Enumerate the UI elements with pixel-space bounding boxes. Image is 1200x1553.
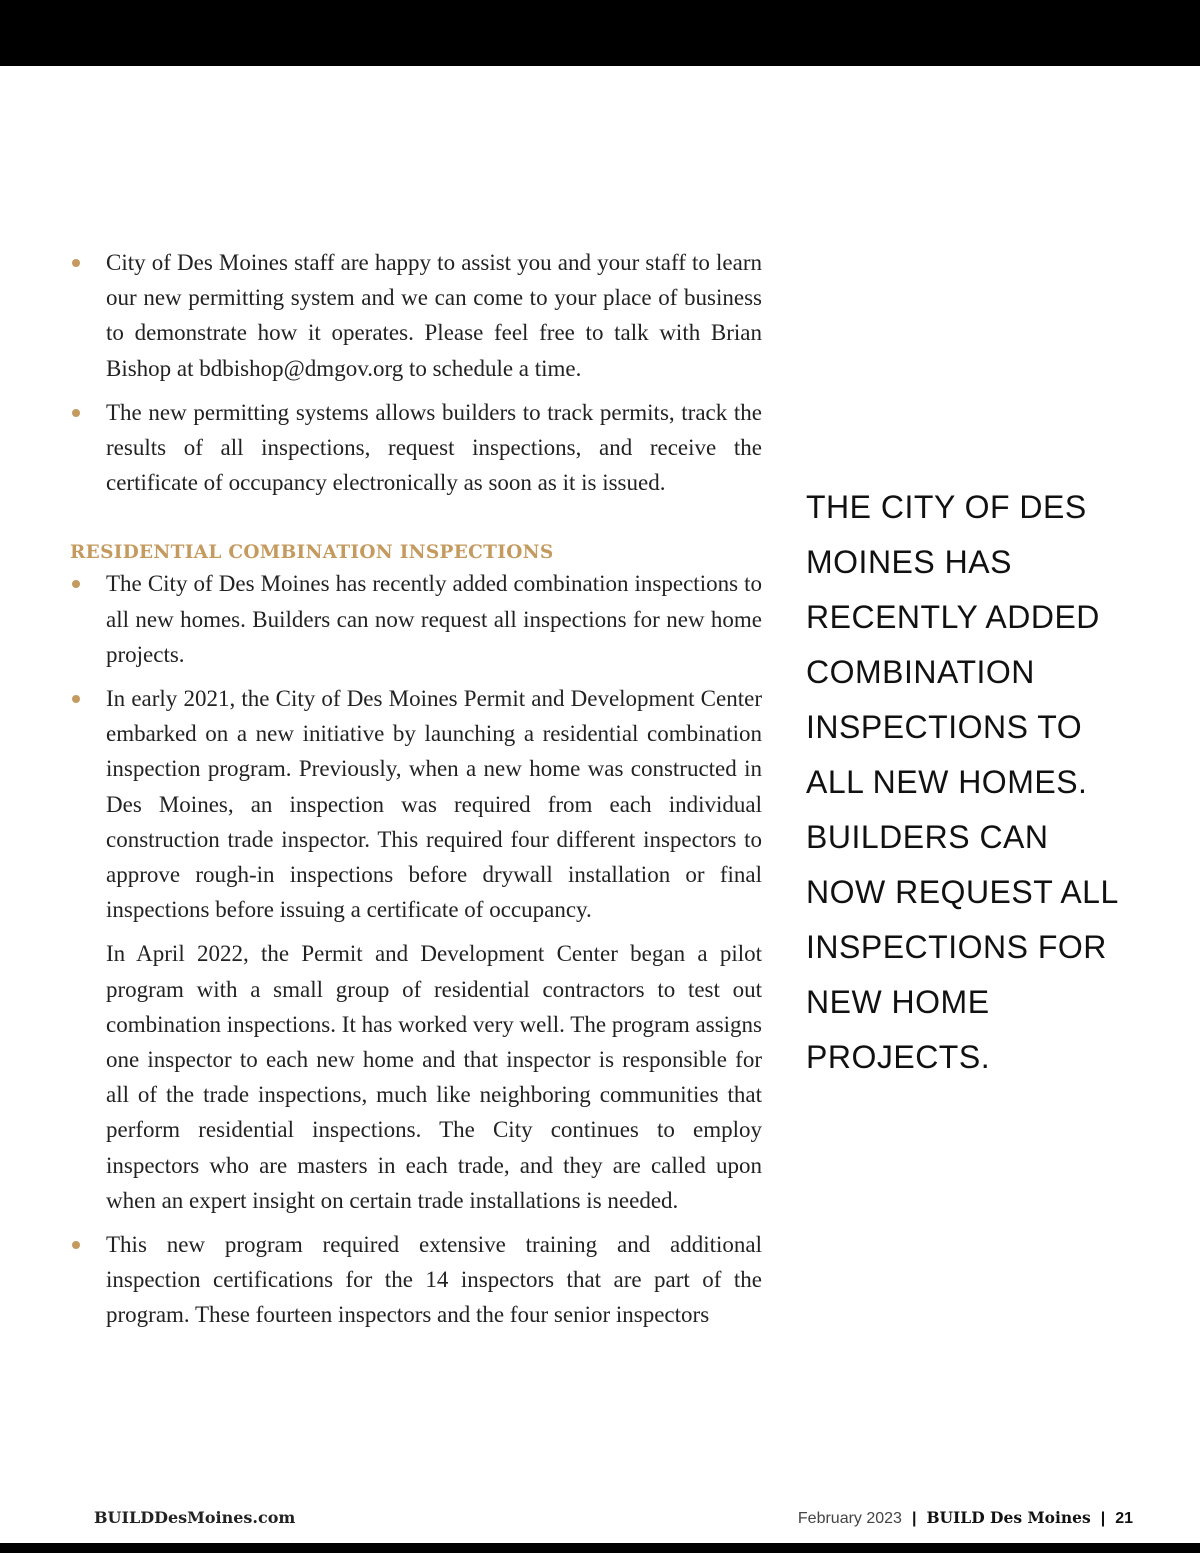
paragraph: City of Des Moines staff are happy to assist you and your staff to learn our new permitting system and we can come to your place of business to demonstrate how it operates. Please feel free to talk with Brian Bishop at bdbishop@dmgov.org to schedule a time. xyxy=(106,250,762,381)
footer-separator: | xyxy=(1100,1510,1106,1527)
footer-website: BUILDDesMoines.com xyxy=(94,1508,296,1527)
article-body xyxy=(70,245,762,1342)
paragraph: In April 2022, the Permit and Development Center began a pilot program with a small group of residential contractors to test out combination inspections. It has worked very well. The program assigns one inspector to each new home and that inspector is responsible for all of the trade inspections, much like neighboring communities that perform residential inspections. The City continues to employ inspectors who are masters in each trade, and they are called upon when an expert insight on certain trade installations is needed. xyxy=(106,941,762,1213)
bullet-icon xyxy=(72,695,80,703)
footer-date: February 2023 xyxy=(797,1510,902,1527)
paragraph: The new permitting systems allows builders to track permits, track the results of all inspections, request inspections, and receive the certificate of occupancy electronically as soon as it is issued. xyxy=(106,399,762,496)
pull-quote: THE CITY OF DES MOINES HAS RECENTLY ADDED COMBINATION INSPECTIONS TO ALL NEW HOMES. BUILDERS CAN NOW REQUEST ALL INSPECTIONS FOR NEW HOME PROJECTS. xyxy=(806,489,1118,1075)
bullet-icon xyxy=(72,409,80,417)
bottom-black-bar xyxy=(0,1543,1200,1553)
footer-separator: | xyxy=(911,1510,917,1527)
footer-info xyxy=(798,1508,1133,1528)
page-number: 21 xyxy=(1115,1510,1133,1527)
top-black-bar xyxy=(0,0,1200,66)
list-item xyxy=(70,395,762,501)
bullet-icon xyxy=(72,580,80,588)
list-item xyxy=(70,1227,762,1333)
list-item xyxy=(70,681,762,1218)
list-item xyxy=(70,566,762,672)
section-heading: RESIDENTIAL COMBINATION INSPECTIONS xyxy=(70,542,554,564)
footer-publication: BUILD Des Moines xyxy=(926,1508,1091,1527)
bullet-icon xyxy=(72,1241,80,1249)
bullet-icon xyxy=(72,259,80,267)
paragraph: This new program required extensive training and additional inspection certifications for the 14 inspectors that are part of the program. These fourteen inspectors and the four senior inspectors xyxy=(106,1232,762,1328)
paragraph: The City of Des Moines has recently added combination inspections to all new homes. Builders can now request all inspections for new home projects. xyxy=(106,571,762,667)
paragraph: In early 2021, the City of Des Moines Permit and Development Center embarked on a new initiative by launching a residential combination inspection program. Previously, when a new home was constructed in Des Moines, an inspection was required from each individual construction trade inspector. This required four different inspectors to approve rough-in inspections before drywall installation or final inspections before issuing a certificate of occupancy. xyxy=(106,686,762,923)
list-item xyxy=(70,245,762,386)
